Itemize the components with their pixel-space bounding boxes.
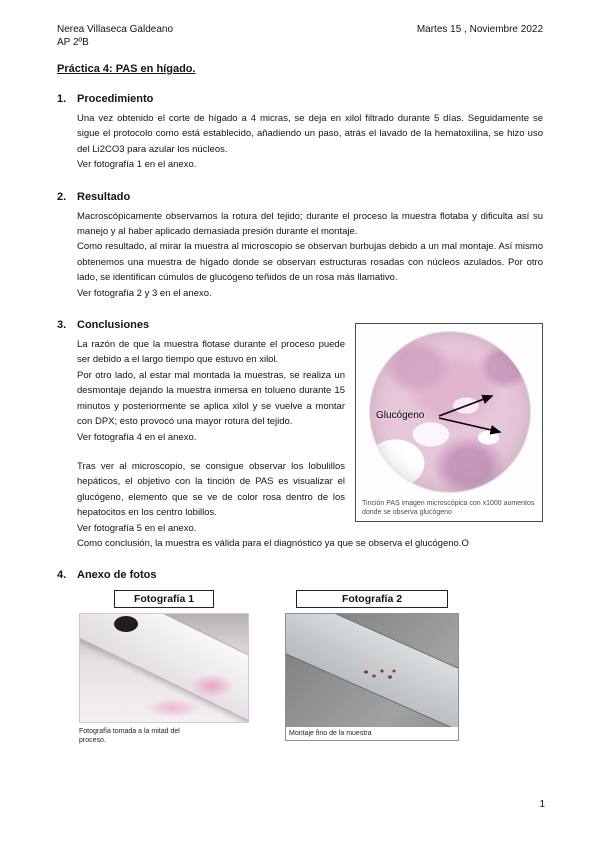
photo-group-1: [79, 590, 249, 745]
annex-photos-row: [79, 590, 543, 745]
photo-1-title: Fotografía 1: [114, 590, 214, 608]
paragraph: Ver fotografía 2 y 3 en el anexo.: [77, 287, 212, 299]
paragraph: Una vez obtenido el corte de hígado a 4 micras, se deja en xilol filtrado durante 5 días. Seguidamente se sigue el protocolo como está establecido, añadiendo un paso, atrás el lavado de la hematoxilina, se hizo uso del Li2CO3 para azular los núcleos.: [77, 113, 543, 155]
section-number: 4.: [57, 569, 67, 582]
author-name: Nerea Villaseca Galdeano: [57, 24, 174, 35]
paragraph: Ver fotografía 5 en el anexo.: [77, 522, 197, 534]
microscopy-figure: [355, 323, 543, 522]
section-conclusiones: [57, 319, 543, 551]
tissue-specks-shape: [360, 666, 400, 684]
section-procedimiento: [57, 93, 543, 173]
document-title: Práctica 4: PAS en hígado.: [57, 63, 196, 75]
section-number: 2.: [57, 190, 67, 203]
section-heading-text: Resultado: [77, 190, 131, 203]
paragraph: Ver fotografía 4 en el anexo.: [77, 431, 197, 443]
section-number: 3.: [57, 319, 67, 332]
page-header: [57, 24, 543, 49]
photo-2-image: [285, 613, 459, 741]
glycogen-annotation-label: Glucógeno: [376, 410, 425, 422]
pink-stain-shape: [146, 698, 200, 718]
section-number: 1.: [57, 93, 67, 105]
class-group: AP 2ºB: [57, 36, 89, 48]
section-heading: [57, 191, 543, 204]
paragraph: La razón de que la muestra flotase durante el proceso puede ser debido a el largo tiempo que estuvo en xilol.: [77, 339, 345, 366]
section-heading: [57, 93, 543, 106]
paragraph: Por otro lado, al estar mal montada la muestras, se realiza un desmontaje dejando la muestra inmersa en tolueno durante 15 minutos y posteriormente se aplica xilol y se vuelve a montar con DPX; esto provocó una mayor rotura del tejido.: [77, 369, 345, 428]
photo-group-2: [285, 590, 459, 745]
microscopy-image: [360, 328, 538, 496]
annotation-arrows-icon: [436, 390, 510, 442]
section-heading-text: Conclusiones: [77, 319, 150, 332]
section-body: [77, 111, 543, 173]
paragraph: Tras ver al microscopio, se consigue observar los lobulillos hepáticos, el objetivo con la tinción de PAS es visualizar el glucógeno, elemento que se ve de color rosa dentro de los hepatocitos en los centro lobillos.: [77, 460, 345, 519]
paragraph: Macroscópicamente observamos la rotura del tejido; durante el proceso la muestra flotaba y dificulta así su manejo y al haber aplicado demasiada presión durante el montaje.: [77, 210, 543, 238]
section-heading-text: Anexo de fotos: [77, 569, 157, 582]
section-heading-text: Procedimiento: [77, 93, 154, 105]
photo-1-image: [79, 613, 249, 723]
section-resultado: [57, 191, 543, 301]
header-date: Martes 15 , Noviembre 2022: [416, 24, 543, 35]
photo-2-caption: Montaje fino de la muestra: [286, 727, 458, 740]
paragraph: Ver fotografía 1 en el anexo.: [77, 159, 197, 171]
page-number: 1: [539, 799, 545, 810]
section-body: [77, 337, 543, 551]
paragraph: Como conclusión, la muestra es válida para el diagnóstico ya que se observa el glucógeno.O: [77, 537, 469, 549]
section-body: [77, 209, 543, 301]
figure-caption: Tinción PAS imagen microscópica con x1000 aumentos donde se observa glucógeno: [362, 500, 535, 517]
pink-stain-shape: [190, 674, 234, 698]
header-left: [57, 24, 173, 49]
section-heading: [57, 569, 543, 582]
paragraph: Como resultado, al mirar la muestra al microscopio se observan burbujas debido a un mal montaje. Así mismo obtenemos una muestra de hígado donde se observan estructuras rosadas con núcleos azulados. Por otro lado, se identifican cúmulos de glucógeno teñidos de un rosa más llamativo.: [77, 241, 543, 284]
photo-2-title: Fotografía 2: [296, 590, 448, 608]
section-anexo: [57, 569, 543, 745]
photo-1-caption: Fotografía tomada a la mitad del proceso.: [79, 728, 180, 745]
